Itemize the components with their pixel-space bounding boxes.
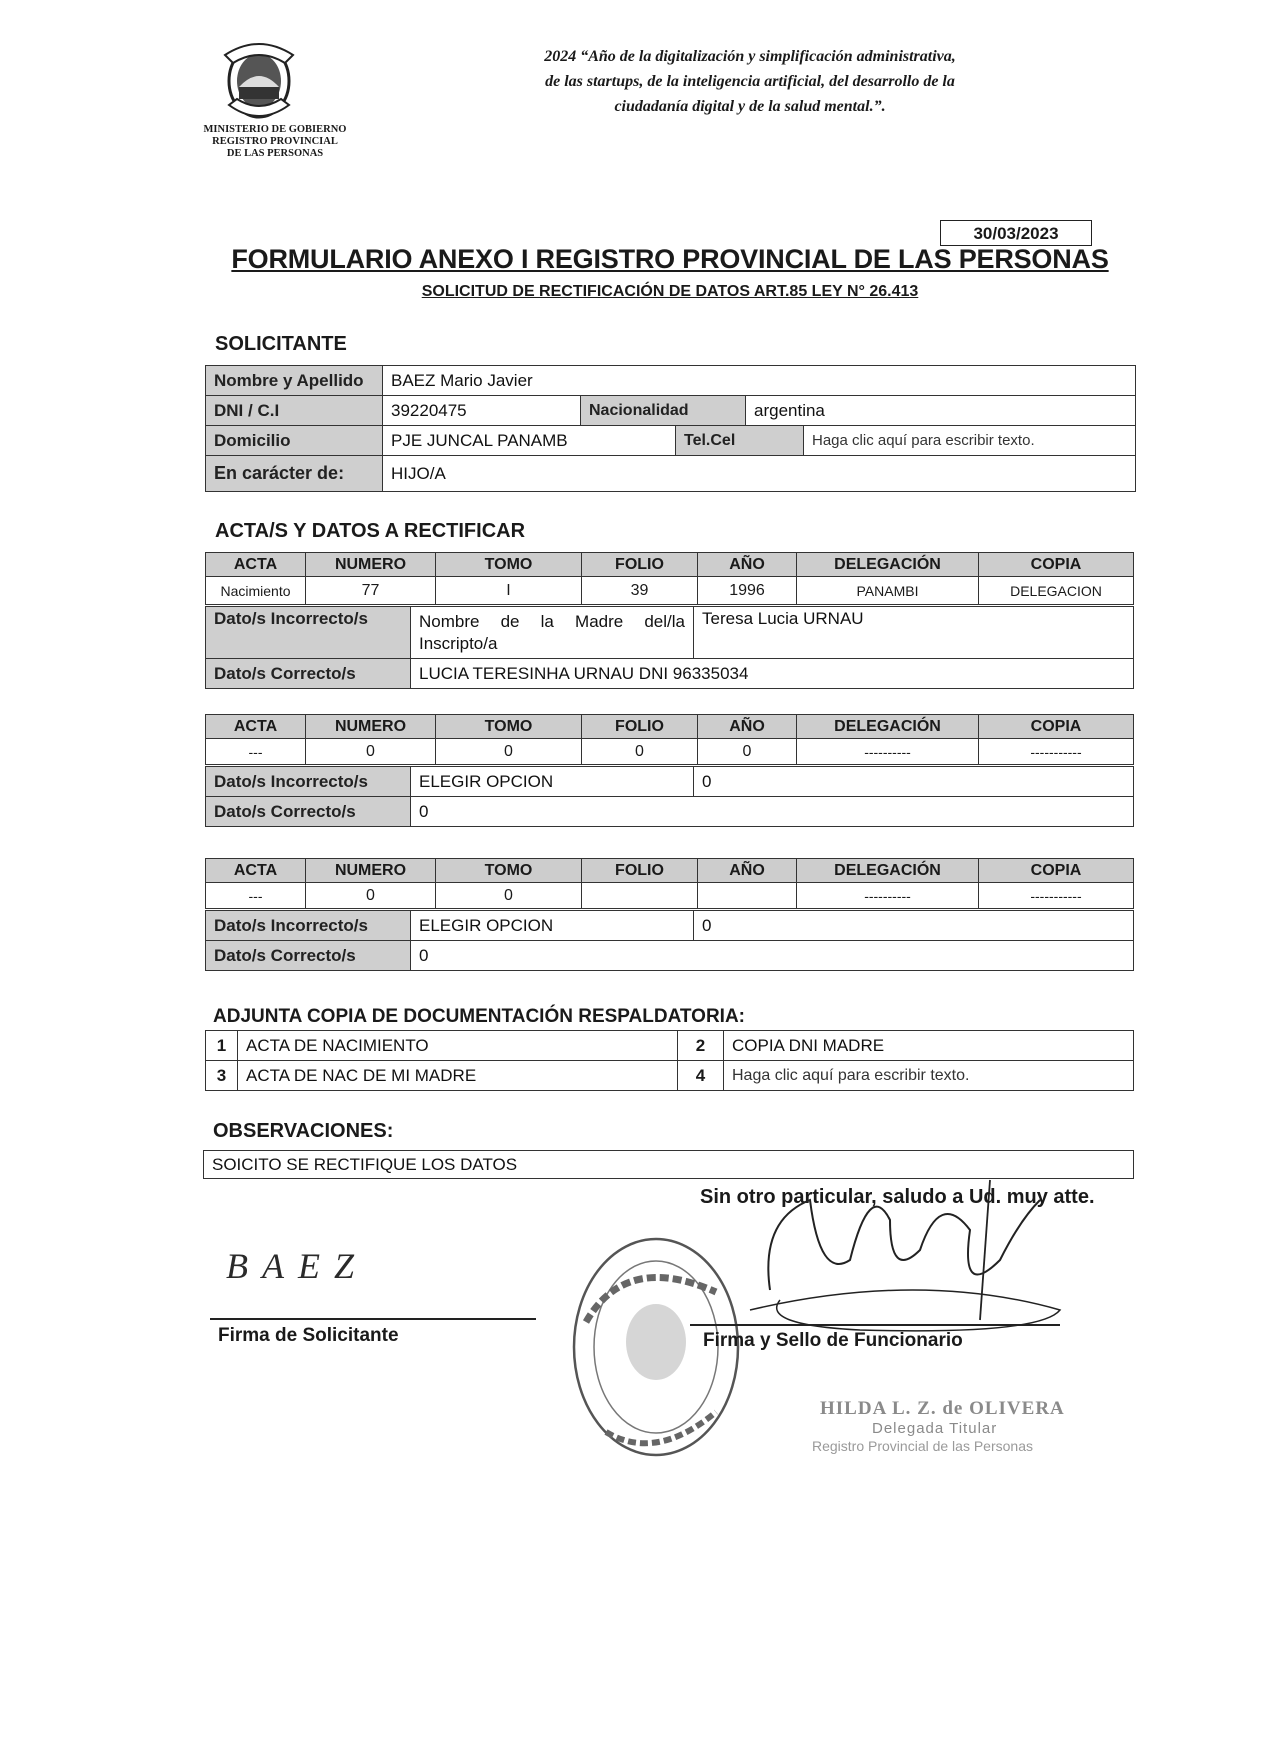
col-tomo: TOMO	[436, 553, 582, 577]
adjunta-item[interactable]: ACTA DE NAC DE MI MADRE	[238, 1061, 678, 1091]
delegacion-cell[interactable]: ----------	[797, 739, 979, 765]
provincia-misiones-coat-of-arms-icon	[215, 35, 303, 125]
folio-cell[interactable]: 0	[582, 739, 698, 765]
adjunta-number: 4	[678, 1061, 724, 1091]
caracter-field[interactable]: HIJO/A	[383, 456, 1136, 492]
col-folio: FOLIO	[582, 715, 698, 739]
folio-cell[interactable]: 39	[582, 577, 698, 605]
col-delegacion: DELEGACIÓN	[797, 715, 979, 739]
adjunta-item[interactable]: Haga clic aquí para escribir texto.	[724, 1061, 1134, 1091]
col-acta: ACTA	[206, 715, 306, 739]
caracter-label: En carácter de:	[206, 456, 383, 492]
incorrecto-valor[interactable]: 0	[694, 911, 1134, 941]
col-copia: COPIA	[979, 553, 1134, 577]
incorrecto-label: Dato/s Incorrecto/s	[206, 607, 411, 659]
acta-cell[interactable]: ---	[206, 883, 306, 909]
signature-line-solicitante	[210, 1318, 536, 1320]
col-acta: ACTA	[206, 859, 306, 883]
ministry-line: MINISTERIO DE GOBIERNO	[203, 124, 347, 135]
acta-datos-table-3	[205, 910, 1134, 971]
firma-funcionario-label: Firma y Sello de Funcionario	[703, 1330, 963, 1351]
adjunta-number: 3	[206, 1061, 238, 1091]
handwritten-name: BAEZ	[226, 1246, 368, 1286]
ministry-line: REGISTRO PROVINCIAL	[212, 136, 338, 147]
acta-table-3	[205, 858, 1134, 909]
section-actas: ACTA/S Y DATOS A RECTIFICAR	[215, 520, 526, 542]
tel-label: Tel.Cel	[676, 426, 804, 456]
year-motto	[470, 44, 1030, 119]
copia-cell[interactable]: -----------	[979, 739, 1134, 765]
acta-datos-table-1	[205, 606, 1134, 689]
tomo-cell[interactable]: I	[436, 577, 582, 605]
anio-cell[interactable]: 0	[698, 739, 797, 765]
col-delegacion: DELEGACIÓN	[797, 859, 979, 883]
ministry-line: DE LAS PERSONAS	[226, 148, 324, 159]
adjunta-item[interactable]: ACTA DE NACIMIENTO	[238, 1031, 678, 1061]
acta-table-2	[205, 714, 1134, 765]
col-copia: COPIA	[979, 859, 1134, 883]
nombre-field[interactable]: BAEZ Mario Javier	[383, 366, 1136, 396]
incorrecto-valor[interactable]: Teresa Lucia URNAU	[694, 607, 1134, 659]
incorrecto-campo[interactable]: Nombre de la Madre del/la Inscripto/a	[411, 607, 694, 659]
acta-cell[interactable]: ---	[206, 739, 306, 765]
closing-salutation: Sin otro particular, saludo a Ud. muy atte.	[700, 1186, 1095, 1208]
domicilio-field[interactable]: PJE JUNCAL PANAMB	[383, 426, 676, 456]
anio-cell[interactable]: 1996	[698, 577, 797, 605]
incorrecto-label: Dato/s Incorrecto/s	[206, 911, 411, 941]
observaciones-field[interactable]: SOICITO SE RECTIFIQUE LOS DATOS	[204, 1151, 1134, 1179]
copia-cell[interactable]: -----------	[979, 883, 1134, 909]
numero-cell[interactable]: 0	[306, 739, 436, 765]
official-stamp-org: Registro Provincial de las Personas	[812, 1438, 1033, 1454]
col-tomo: TOMO	[436, 859, 582, 883]
adjunta-item[interactable]: COPIA DNI MADRE	[724, 1031, 1134, 1061]
tel-field[interactable]: Haga clic aquí para escribir texto.	[804, 426, 1136, 456]
form-title: FORMULARIO ANEXO I REGISTRO PROVINCIAL DE LAS PERSONAS	[231, 244, 1109, 274]
nombre-label: Nombre y Apellido	[206, 366, 383, 396]
correcto-label: Dato/s Correcto/s	[206, 659, 411, 689]
correcto-label: Dato/s Correcto/s	[206, 797, 411, 827]
tomo-cell[interactable]: 0	[436, 883, 582, 909]
official-stamp-role: Delegada Titular	[872, 1420, 998, 1437]
motto-line: ciudadanía digital y de la salud mental.”.	[614, 98, 886, 115]
acta-cell[interactable]: Nacimiento	[206, 577, 306, 605]
incorrecto-label: Dato/s Incorrecto/s	[206, 767, 411, 797]
incorrecto-campo[interactable]: ELEGIR OPCION	[411, 911, 694, 941]
col-copia: COPIA	[979, 715, 1134, 739]
col-folio: FOLIO	[582, 859, 698, 883]
funcionario-signature	[740, 1160, 1080, 1340]
correcto-label: Dato/s Correcto/s	[206, 941, 411, 971]
section-observaciones: OBSERVACIONES:	[213, 1120, 394, 1142]
col-tomo: TOMO	[436, 715, 582, 739]
dni-label: DNI / C.I	[206, 396, 383, 426]
official-stamp-name: HILDA L. Z. de OLIVERA	[820, 1398, 1065, 1419]
col-folio: FOLIO	[582, 553, 698, 577]
incorrecto-valor[interactable]: 0	[694, 767, 1134, 797]
copia-cell[interactable]: DELEGACION	[979, 577, 1134, 605]
incorrecto-campo[interactable]: ELEGIR OPCION	[411, 767, 694, 797]
section-solicitante: SOLICITANTE	[215, 333, 347, 355]
numero-cell[interactable]: 77	[306, 577, 436, 605]
delegacion-cell[interactable]: ----------	[797, 883, 979, 909]
adjunta-number: 1	[206, 1031, 238, 1061]
anio-cell[interactable]	[698, 883, 797, 909]
numero-cell[interactable]: 0	[306, 883, 436, 909]
solicitante-handwritten-signature	[220, 1240, 440, 1290]
section-adjunta: ADJUNTA COPIA DE DOCUMENTACIÓN RESPALDATORIA:	[213, 1006, 745, 1027]
col-anio: AÑO	[698, 715, 797, 739]
solicitante-table	[205, 365, 1136, 492]
domicilio-label: Domicilio	[206, 426, 383, 456]
firma-solicitante-label: Firma de Solicitante	[218, 1325, 399, 1346]
correcto-field[interactable]: LUCIA TERESINHA URNAU DNI 96335034	[411, 659, 1134, 689]
delegacion-cell[interactable]: PANAMBI	[797, 577, 979, 605]
ministry-heading	[185, 124, 365, 160]
motto-line: 2024 “Año de la digitalización y simplificación administrativa,	[544, 48, 956, 65]
table-row	[206, 577, 1134, 605]
table-row	[206, 739, 1134, 765]
col-numero: NUMERO	[306, 859, 436, 883]
signature-line-funcionario	[690, 1324, 1060, 1326]
motto-line: de las startups, de la inteligencia artificial, del desarrollo de la	[545, 73, 955, 90]
form-date[interactable]: 30/03/2023	[940, 220, 1092, 246]
col-numero: NUMERO	[306, 553, 436, 577]
col-delegacion: DELEGACIÓN	[797, 553, 979, 577]
tomo-cell[interactable]: 0	[436, 739, 582, 765]
col-acta: ACTA	[206, 553, 306, 577]
correcto-field[interactable]: 0	[411, 941, 1134, 971]
adjunta-table	[205, 1030, 1134, 1091]
acta-datos-table-2	[205, 766, 1134, 827]
dni-field[interactable]: 39220475	[383, 396, 581, 426]
table-row	[206, 883, 1134, 909]
acta-table-1	[205, 552, 1134, 605]
nacionalidad-field[interactable]: argentina	[746, 396, 1136, 426]
correcto-field[interactable]: 0	[411, 797, 1134, 827]
adjunta-number: 2	[678, 1031, 724, 1061]
folio-cell[interactable]	[582, 883, 698, 909]
nacionalidad-label: Nacionalidad	[581, 396, 746, 426]
form-subtitle: SOLICITUD DE RECTIFICACIÓN DE DATOS ART.85 LEY N° 26.413	[421, 283, 919, 300]
col-anio: AÑO	[698, 553, 797, 577]
col-anio: AÑO	[698, 859, 797, 883]
col-numero: NUMERO	[306, 715, 436, 739]
